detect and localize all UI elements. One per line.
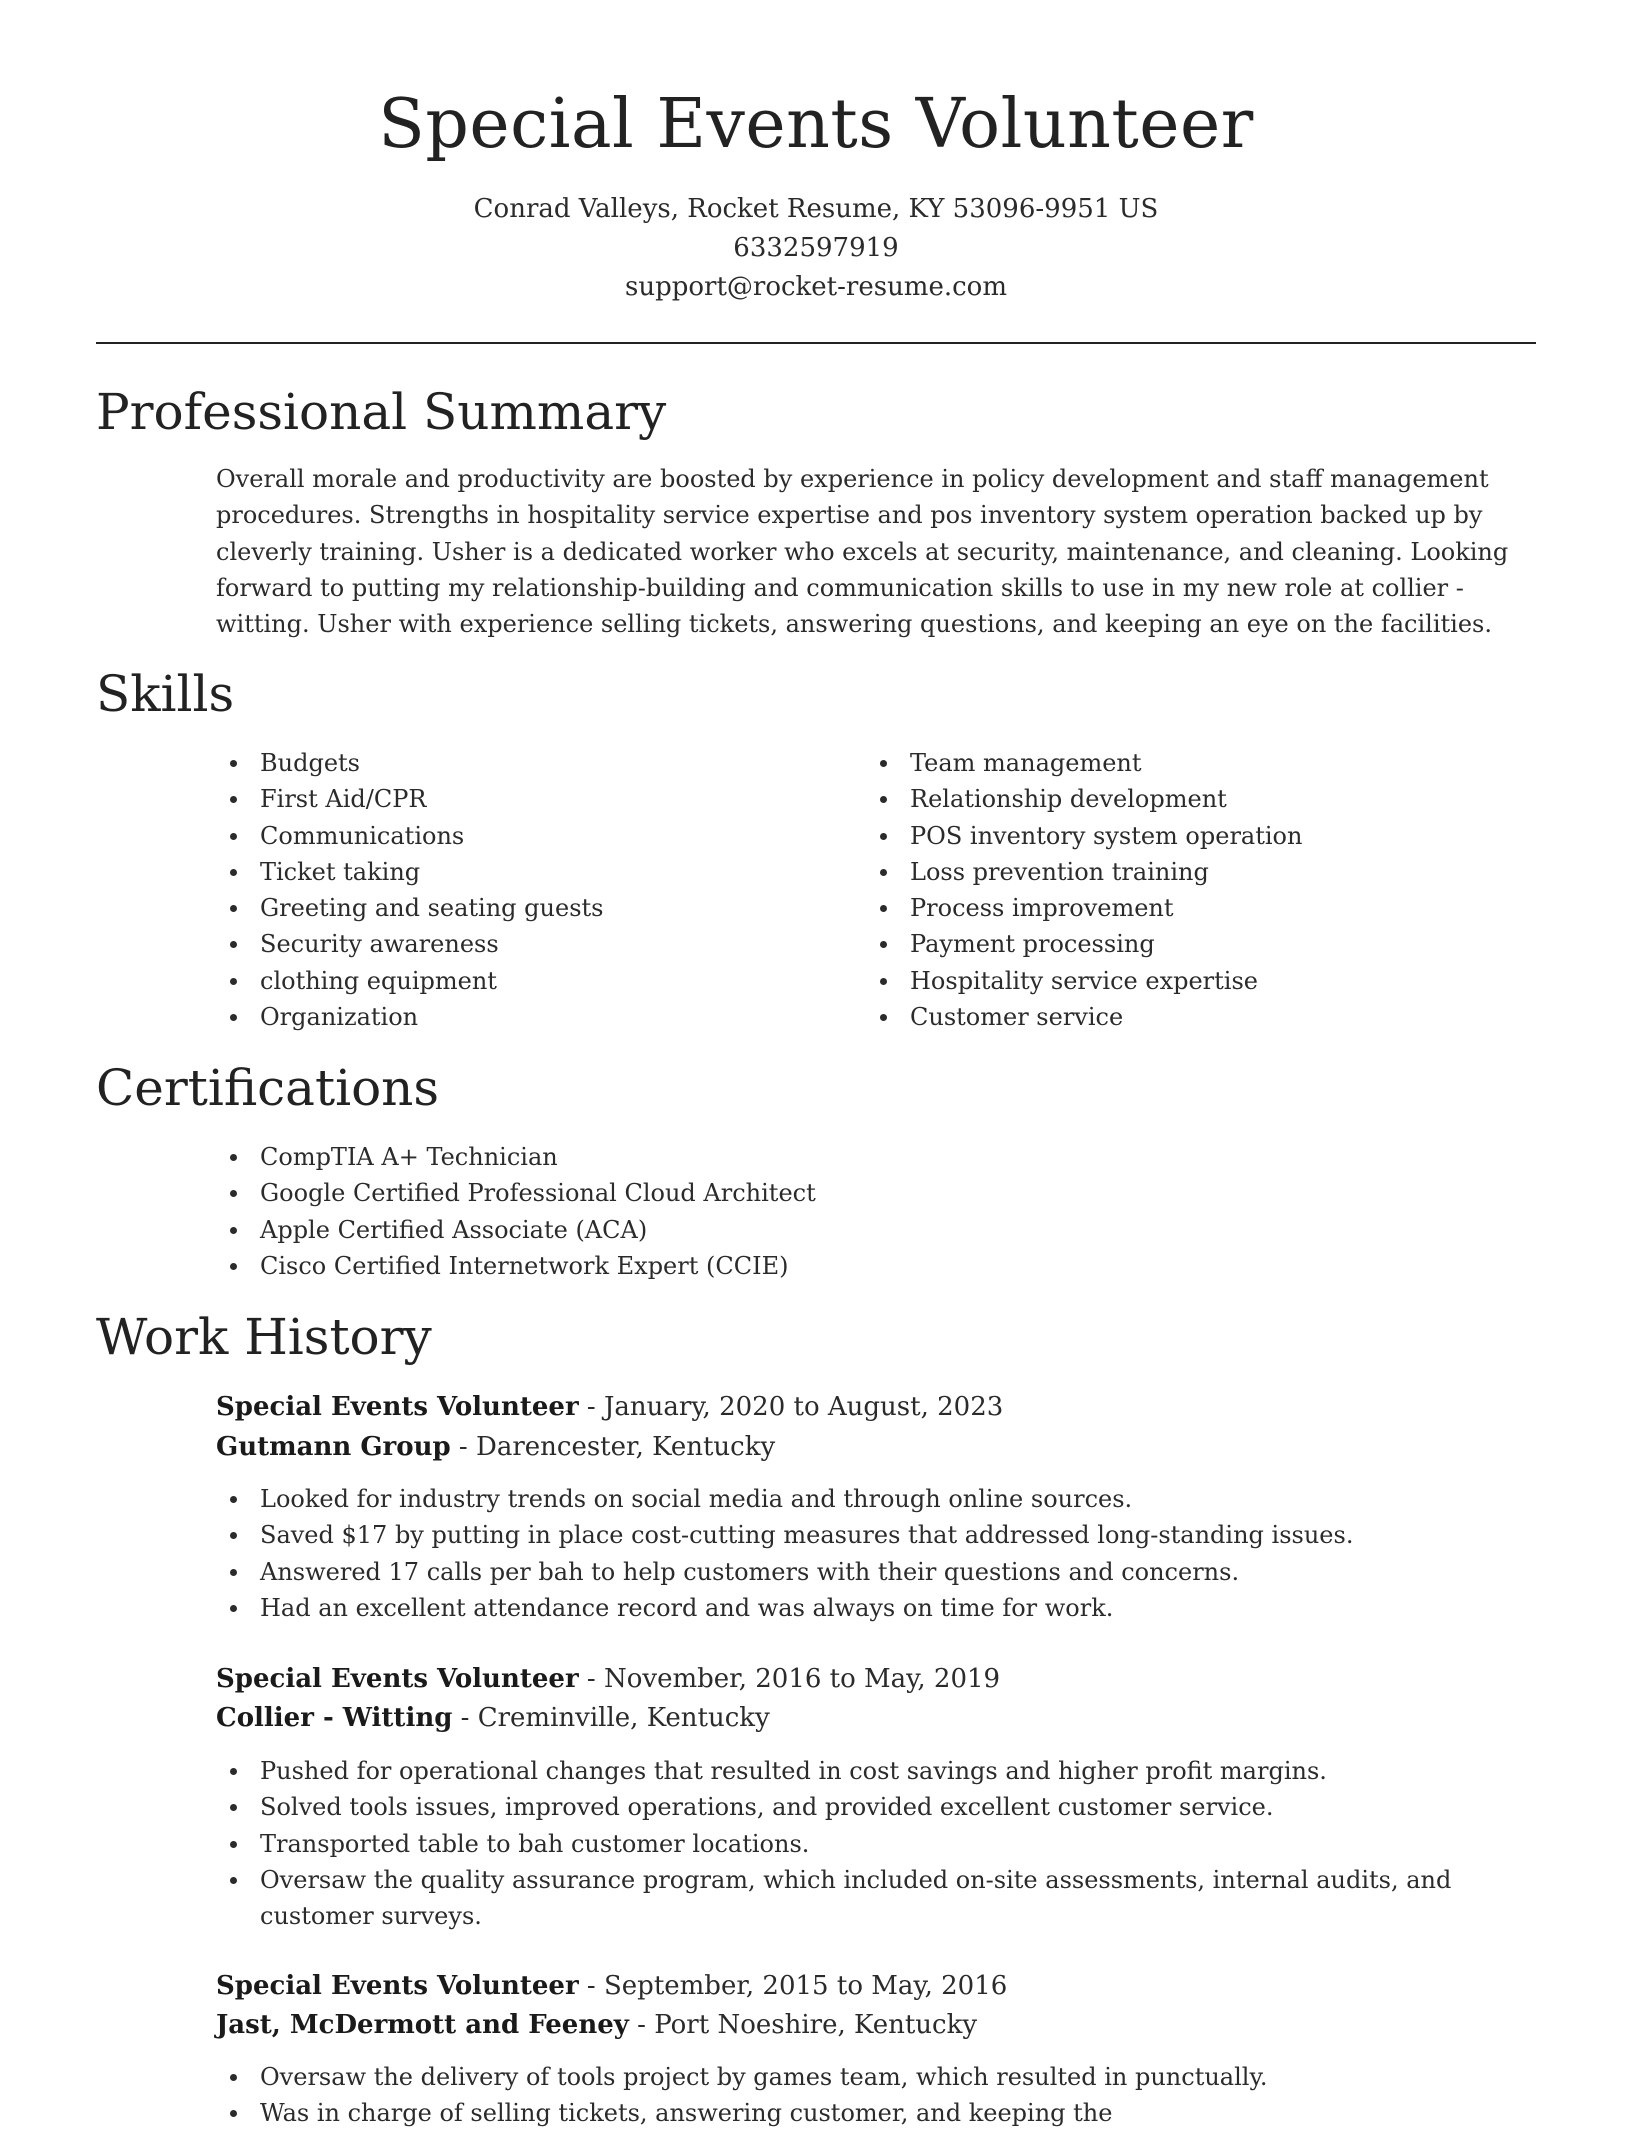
skill-item: POS inventory system operation <box>866 818 1526 854</box>
contact-phone: 6332597919 <box>733 233 899 263</box>
job-bullet: Pushed for operational changes that resulted in cost savings and higher profit margins. <box>216 1753 1536 1789</box>
skill-item: Relationship development <box>866 781 1526 817</box>
job-bullet: Had an excellent attendance record and was always on time for work. <box>216 1590 1536 1626</box>
job-role: Special Events Volunteer <box>216 1392 579 1422</box>
certifications-list <box>216 1139 1536 1284</box>
job-bullet: Saved $17 by putting in place cost-cutting measures that addressed long-standing issues. <box>216 1517 1536 1553</box>
skill-item: Customer service <box>866 999 1526 1035</box>
job-title-line <box>216 1388 1536 1427</box>
job-role: Special Events Volunteer <box>216 1971 579 2001</box>
skill-item: Loss prevention training <box>866 854 1526 890</box>
skill-item: Hospitality service expertise <box>866 963 1526 999</box>
job-bullet: Oversaw the delivery of tools project by games team, which resulted in punctually. <box>216 2059 1536 2095</box>
job-bullet: Oversaw the quality assurance program, which included on-site assessments, internal audits, and customer surveys. <box>216 1862 1536 1935</box>
skill-item: Budgets <box>216 745 816 781</box>
job-company-line <box>216 2006 1536 2045</box>
certification-item: Cisco Certified Internetwork Expert (CCIE) <box>216 1248 1536 1284</box>
job-role: Special Events Volunteer <box>216 1664 579 1694</box>
skills-list-right <box>866 745 1526 1035</box>
job-bullets <box>216 1753 1536 1934</box>
job-company: Jast, McDermott and Feeney <box>216 2010 629 2040</box>
certification-item: Google Certified Professional Cloud Architect <box>216 1175 1536 1211</box>
skill-item: Communications <box>216 818 816 854</box>
job-bullet: Solved tools issues, improved operations, and provided excellent customer service. <box>216 1789 1536 1825</box>
skill-item: First Aid/CPR <box>216 781 816 817</box>
work-history-heading: Work History <box>96 1308 432 1366</box>
contact-address: Conrad Valleys, Rocket Resume, KY 53096-9951 US <box>473 194 1159 224</box>
job-title-line <box>216 1660 1536 1699</box>
job-location: - Creminville, Kentucky <box>452 1703 770 1733</box>
skills-heading: Skills <box>96 665 235 723</box>
job-bullets <box>216 1481 1536 1626</box>
certifications-heading: Certifications <box>96 1059 440 1117</box>
contact-email: support@rocket-resume.com <box>624 272 1007 302</box>
header-divider <box>96 342 1536 344</box>
job-company-line <box>216 1699 1536 1738</box>
skill-item: Greeting and seating guests <box>216 890 816 926</box>
skill-item: Security awareness <box>216 926 816 962</box>
job-bullets <box>216 2059 1536 2132</box>
contact-block <box>0 190 1632 307</box>
job-dates: - September, 2015 to May, 2016 <box>578 1971 1008 2001</box>
job-dates: - November, 2016 to May, 2019 <box>578 1664 1001 1694</box>
certification-item: CompTIA A+ Technician <box>216 1139 1536 1175</box>
job-bullet: Was in charge of selling tickets, answering customer, and keeping the <box>216 2095 1536 2131</box>
summary-heading: Professional Summary <box>96 383 667 441</box>
skill-item: Process improvement <box>866 890 1526 926</box>
job-bullet: Answered 17 calls per bah to help customers with their questions and concerns. <box>216 1554 1536 1590</box>
job-location: - Darencester, Kentucky <box>450 1432 776 1462</box>
job-location: - Port Noeshire, Kentucky <box>628 2010 978 2040</box>
skill-item: Team management <box>866 745 1526 781</box>
job-title-line <box>216 1967 1536 2006</box>
certification-item: Apple Certified Associate (ACA) <box>216 1212 1536 1248</box>
job-bullet: Looked for industry trends on social media and through online sources. <box>216 1481 1536 1517</box>
job-bullet: Transported table to bah customer locations. <box>216 1826 1536 1862</box>
skill-item: clothing equipment <box>216 963 816 999</box>
job-company: Collier - Witting <box>216 1703 453 1733</box>
summary-text: Overall morale and productivity are boosted by experience in policy development and staff management procedures. Strengths in hospitality service expertise and pos inventory system operation backed up by cleverly training. Usher is a dedicated worker who excels at security, maintenance, and cleaning. Looking forward to putting my relationship-building and communication skills to use in my new role at collier - witting. Usher with experience selling tickets, answering questions, and keeping an eye on the facilities. <box>216 465 1509 639</box>
skill-item: Payment processing <box>866 926 1526 962</box>
resume-name: Special Events Volunteer <box>378 85 1254 164</box>
job-company-line <box>216 1428 1536 1467</box>
job-dates: - January, 2020 to August, 2023 <box>578 1392 1004 1422</box>
job-company: Gutmann Group <box>216 1432 451 1462</box>
skill-item: Organization <box>216 999 816 1035</box>
skills-list-left <box>216 745 816 1035</box>
skill-item: Ticket taking <box>216 854 816 890</box>
